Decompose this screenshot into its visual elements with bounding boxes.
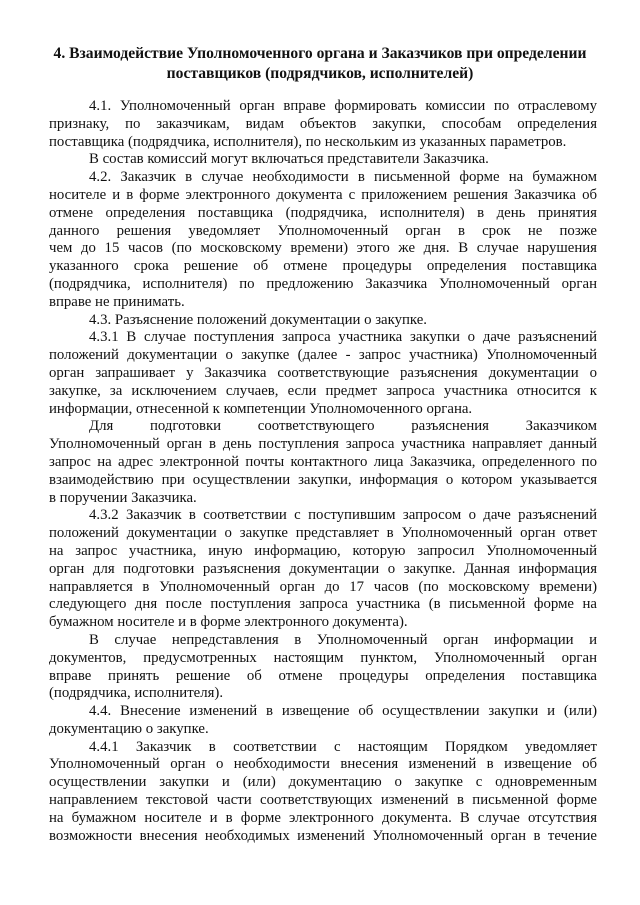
text-line: направлением текстовой части соответствующих изменений в письменной форме (49, 792, 597, 809)
text-line: Уполномоченный орган о необходимости внесения изменений в извещение об (49, 756, 597, 773)
paragraph-preparation (49, 418, 597, 507)
text-line: 4.3.1 В случае поступления запроса участника закупки о даче разъяснений (89, 329, 597, 346)
paragraph-commission-members (49, 151, 597, 169)
text-line: документацию о закупке. (49, 720, 209, 737)
text-line: орган для подготовки разъяснения документации о закупке. Данная информация (49, 560, 597, 577)
text-line: отмене определения поставщика (подрядчика, исполнителя) в день принятия (49, 204, 597, 221)
text-line: В случае непредставления в Уполномоченный орган информации и (89, 631, 597, 648)
text-line: осуществлении закупки и (или) документацию о закупке с одновременным (49, 774, 597, 791)
text-line: 4.3.2 Заказчик в соответствии с поступившим запросом о даче разъяснений (89, 507, 597, 524)
text-line: положений документации о закупке представляет в Уполномоченный орган ответ (49, 525, 597, 542)
text-line: на бумажном носителе и в форме электронного документа. В случае отсутствия (49, 809, 597, 826)
text-line: 4.4.1 Заказчик в соответствии с настоящим Порядком уведомляет (89, 738, 597, 755)
text-line: закупке, за исключением случаев, если предмет запроса участника относится к (49, 382, 597, 399)
document-body (49, 98, 597, 845)
section-heading-line-2: поставщиков (подрядчиков, исполнителей) (166, 64, 474, 82)
text-line: вправе не принимать. (49, 293, 185, 310)
text-line: направляется в Уполномоченный орган до 17 часов (по московскому времени) (49, 578, 597, 595)
text-line: чем до 15 часов (по московскому времени) этого же дня. В случае нарушения (49, 240, 597, 257)
text-line: данного решения уведомляет Уполномоченный орган в срок не позже (49, 222, 597, 239)
paragraph-non-submission (49, 632, 597, 703)
text-line: указанного срока решение об отмене процедуры определения поставщика (49, 258, 597, 275)
section-heading-line-1: 4. Взаимодействие Уполномоченного органа и Заказчиков при определении (53, 45, 587, 62)
text-line: (подрядчика, исполнителя). (49, 685, 224, 702)
text-line: 4.4. Внесение изменений в извещение об осуществлении закупки и (или) (89, 703, 597, 720)
paragraph-4-2 (49, 169, 597, 311)
paragraph-4-4 (49, 703, 597, 739)
paragraph-4-3-2 (49, 507, 597, 632)
text-line: взаимодействию при осуществлении закупки, информация о котором указывается (49, 471, 597, 488)
text-line: следующего дня после поступления запроса участника (в письменной форме на (49, 596, 597, 613)
text-line: Уполномоченный орган в день поступления запроса участника направляет данный (49, 436, 597, 453)
paragraph-4-1 (49, 98, 597, 151)
text-line: 4.1. Уполномоченный орган вправе формировать комиссии по отраслевому (89, 98, 597, 114)
paragraph-4-3-1 (49, 329, 597, 418)
text-line: признаку, по заказчикам, видам объектов закупки, способам определения (49, 115, 597, 132)
text-line: орган запрашивает у Заказчика соответствующие разъяснения документации о (49, 364, 597, 381)
text-line: информации, отнесенной к компетенции Уполномоченного органа. (49, 400, 473, 417)
section-heading (40, 44, 600, 83)
text-line: В состав комиссий могут включаться представители Заказчика. (89, 151, 489, 168)
text-line: (подрядчика, исполнителя) по предложению Заказчика Уполномоченный орган (49, 275, 597, 292)
paragraph-4-4-1 (49, 739, 597, 846)
text-line: носителе и в форме электронного документа с приложением решения Заказчика об (49, 186, 597, 203)
text-line: бумажном носителе и в форме электронного документа). (49, 614, 408, 631)
text-line: вправе принять решение об отмене процедуры определения поставщика (49, 667, 597, 684)
text-line: 4.3. Разъяснение положений документации о закупке. (89, 311, 428, 328)
text-line: положений документации о закупке (далее - запрос участника) Уполномоченный (49, 347, 597, 364)
paragraph-4-3 (49, 312, 597, 330)
text-line: возможности внесения необходимых изменений Уполномоченный орган в течение (49, 827, 597, 844)
text-line: на запрос участника, иную информацию, которую запросил Уполномоченный (49, 542, 597, 559)
text-line: поставщика (подрядчика, исполнителя), по нескольким из указанных параметров. (49, 133, 567, 150)
text-line: Для подготовки соответствующего разъяснения Заказчиком (89, 418, 597, 435)
text-line: 4.2. Заказчик в случае необходимости в письменной форме на бумажном (89, 169, 597, 186)
text-line: в поручении Заказчика. (49, 489, 197, 506)
text-line: запрос на адрес электронной почты контактного лица Заказчика, определенного по (49, 453, 597, 470)
text-line: документов, предусмотренных настоящим пунктом, Уполномоченный орган (49, 649, 597, 666)
